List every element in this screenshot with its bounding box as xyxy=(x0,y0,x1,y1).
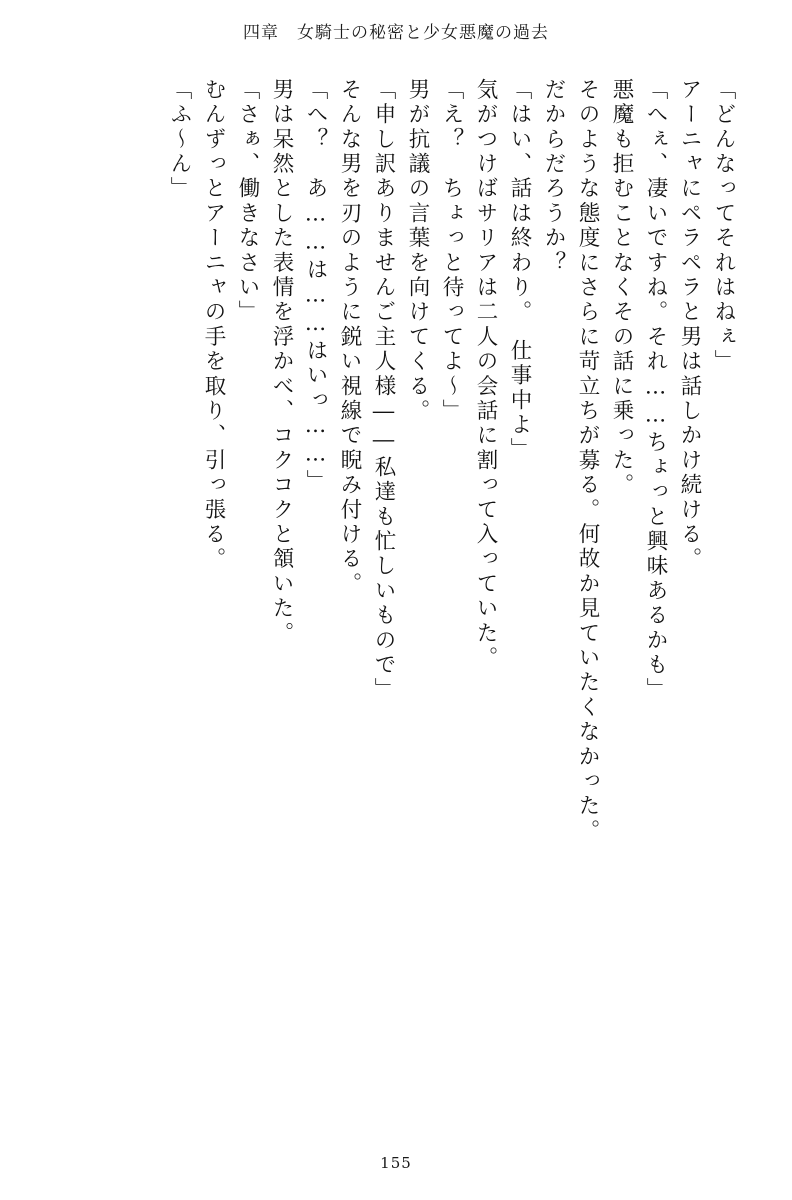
text-line: 「へぇ、凄いですね。それ……ちょっと興味あるかも」 xyxy=(643,78,668,703)
text-line: 「ふ～ん」 xyxy=(167,78,192,202)
text-line: そのような態度にさらに苛立ちが募る。何故か見ていたくなかった。 xyxy=(575,78,600,844)
text-line: だからだろうか？ xyxy=(541,78,566,276)
running-head: 四章 女騎士の秘密と少女悪魔の過去 xyxy=(243,23,549,43)
text-line: 男が抗議の言葉を向けてくる。 xyxy=(405,78,430,424)
text-line: 気がつけばサリアは二人の会話に割って入っていた。 xyxy=(473,78,498,671)
text-line: そんな男を刃のように鋭い視線で睨み付ける。 xyxy=(337,78,362,597)
text-line: むんずっとアーニャの手を取り、引っ張る。 xyxy=(201,78,226,572)
text-line: 「申し訳ありませんご主人様――私達も忙しいもので」 xyxy=(371,78,396,703)
page-number: 155 xyxy=(380,1154,412,1172)
text-line: 「へ？ あ……は……はいっ……」 xyxy=(303,78,328,495)
text-line: 悪魔も拒むことなくその話に乗った。 xyxy=(609,78,634,498)
text-line: 「え？ ちょっと待ってよ～」 xyxy=(439,78,464,424)
vertical-text-body xyxy=(56,78,734,1108)
text-line: アーニャにペラペラと男は話しかけ続ける。 xyxy=(677,78,702,572)
text-line: 「さぁ、働きなさい」 xyxy=(235,78,260,325)
text-line: 「はい、話は終わり。 仕事中よ」 xyxy=(507,78,532,463)
text-line: 「どんなってそれはねぇ」 xyxy=(711,78,736,375)
text-line: 男は呆然とした表情を浮かべ、コクコクと頷いた。 xyxy=(269,78,294,647)
